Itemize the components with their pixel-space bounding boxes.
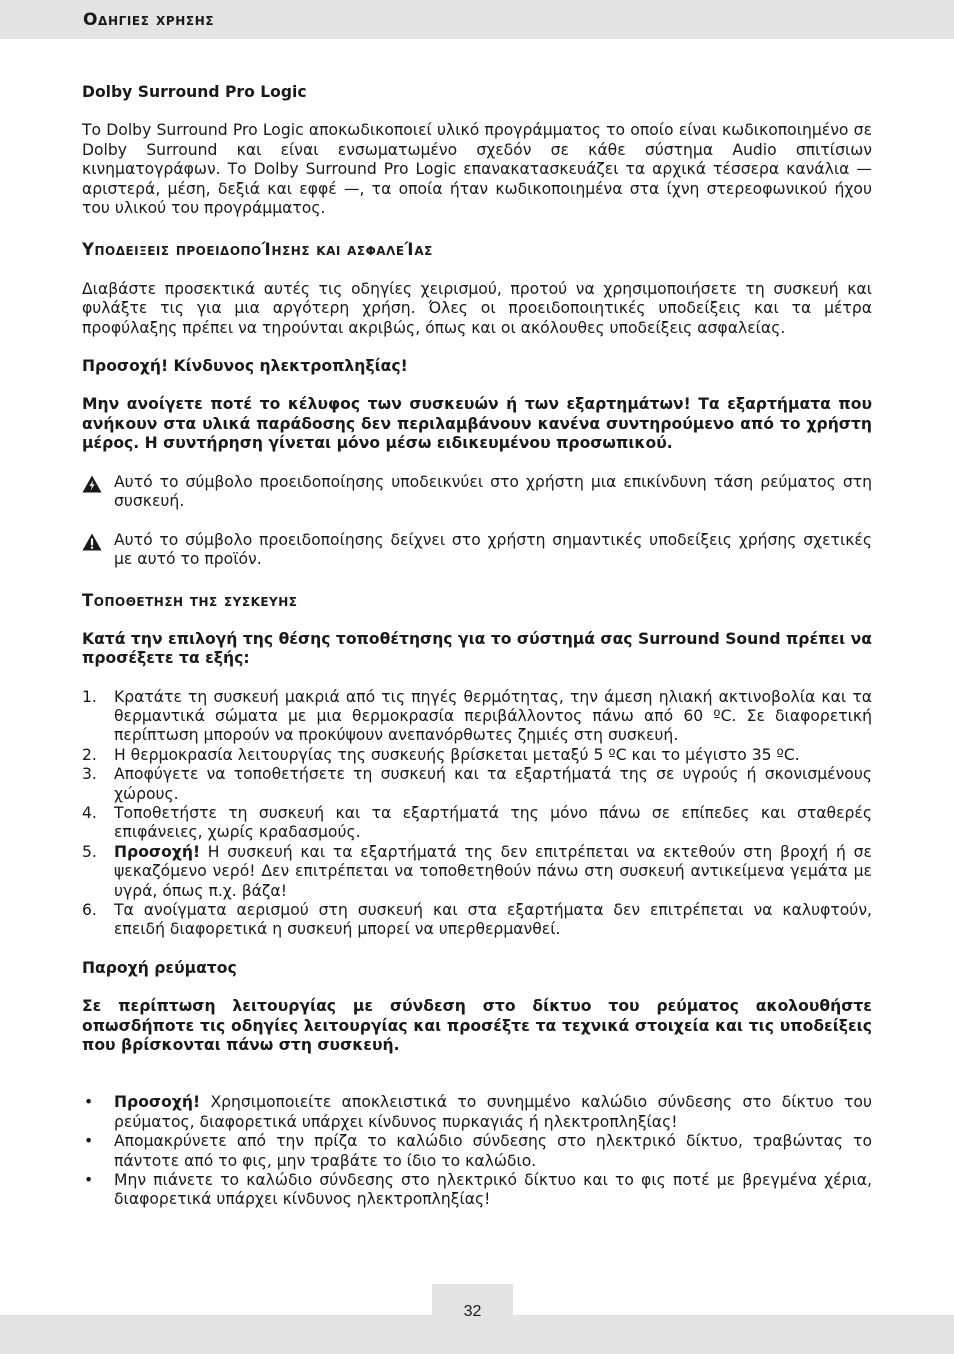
list-item-text: Χρησιμοποιείτε αποκλειστικά το συνημμένο καλώδιο σύνδεσης στο δίκτυο του ρεύματος, διαφορετικά υπάρχει κίνδυνος πυρκαγιάς ή ηλεκτροπληξίας! <box>114 1093 872 1131</box>
list-item <box>82 688 872 746</box>
lightning-warning-icon <box>82 473 114 498</box>
list-item <box>82 1132 872 1171</box>
list-item <box>82 765 872 804</box>
shock-warning-heading: Προσοχή! Κίνδυνος ηλεκτροπληξίας! <box>82 357 408 376</box>
list-item <box>82 746 872 765</box>
list-item-text: Η συσκευή και τα εξαρτήματά της δεν επιτρέπεται να εκτεθούν στη βροχή ή σε ψεκαζόμενο νερό! Δεν επιτρέπεται να τοποθετηθούν πάνω στη συσκευή αντικείμενα γεμάτα με υγρά, όπως π.χ. βάζα! <box>114 842 872 900</box>
exclamation-warning-icon <box>82 531 114 556</box>
list-item-text: Κρατάτε τη συσκευή μακριά από τις πηγές θερμότητας, την άμεση ηλιακή ακτινοβολία και τα θερμαντικά σώματα με μια θερμοκρασία περιβάλλοντος πάνω από 60 ºC. Σε διαφορετική περίπτωση μπορούν να προκύψουν ανεπανόρθωτες ζημιές στη συσκευή. <box>114 687 872 745</box>
dolby-paragraph: Το Dolby Surround Pro Logic αποκωδικοποιεί υλικό προγράμματος το οποίο είναι κωδικοποιημένο σε Dolby Surround και είναι ενσωματωμένο σχεδόν σε κάθε σύστημα Audio σπιτίσιων κινηματογράφων. Το Dolby Surround Pro Logic επανακατασκευάζει τα αρχικά τέσσερα κανάλια — αριστερά, μέση, δεξιά και εφφέ —, τα οποία ήταν κωδικοποιημένα στα ίχνη στερεοφωνικού ήχου του υλικού του προγράμματος. <box>82 121 872 218</box>
placement-section-heading: Τοποθετηση της συσκευης <box>82 591 298 611</box>
bullet-marker: • <box>84 1093 94 1112</box>
shock-warning-paragraph: Μην ανοίγετε ποτέ το κέλυφος των συσκευών ή των εξαρτημάτων! Τα εξαρτήματα που ανήκουν στα υλικά παράδοσης δεν περιλαμβάνουν κανένα συντηρούμενο από το χρήστη μέρος. Η συντήρηση γίνεται μόνο μέσω ειδικευμένου προσωπικού. <box>82 395 872 453</box>
page-number: 32 <box>463 1303 482 1320</box>
list-item-text: Τα ανοίγματα αερισμού στη συσκευή και στα εξαρτήματα δεν επιτρέπεται να καλυφτούν, επειδή διαφορετικά η συσκευή μπορεί να υπερθερμανθεί. <box>114 901 872 939</box>
warning-text: Αυτό το σύμβολο προειδοποίησης δείχνει στο χρήστη σημαντικές υποδείξεις χρήσης σχετικές με αυτό το προϊόν. <box>114 530 872 568</box>
placement-list <box>82 688 872 940</box>
page-content <box>82 83 872 1210</box>
page-header-title: Οδηγιες χρησης <box>83 10 215 30</box>
list-number: 6. <box>82 901 97 919</box>
list-item <box>82 1171 872 1210</box>
placement-subheading: Κατά την επιλογή της θέσης τοποθέτησης για το σύστημά σας Surround Sound πρέπει να προσέξετε τα εξής: <box>82 629 872 668</box>
warning-item-lightning <box>82 473 872 512</box>
power-paragraph: Σε περίπτωση λειτουργίας με σύνδεση στο δίκτυο του ρεύματος ακολουθήστε οπωσδήποτε τις οδηγίες λειτουργίας και προσέξτε τα τεχνικά στοιχεία και τις υποδείξεις που βρίσκονται πάνω στη συσκευή. <box>82 997 872 1055</box>
list-item-text: Μην πιάνετε το καλώδιο σύνδεσης στο ηλεκτρικό δίκτυο και το φις ποτέ με βρεγμένα χέρια, διαφορετικά υπάρχει κίνδυνος ηλεκτροπληξίας! <box>114 1171 872 1209</box>
list-item-text: Τοποθετήστε τη συσκευή και τα εξαρτήματά της μόνο πάνω σε επίπεδες και σταθερές επιφάνειες, χωρίς κραδασμούς. <box>114 803 872 842</box>
list-item-bold-lead: Προσοχή! <box>114 1093 201 1112</box>
safety-section-heading: Υποδειξεις προειδοποΊησης και ασφαλεΊας <box>82 240 433 260</box>
safety-intro-paragraph: Διαβάστε προσεκτικά αυτές τις οδηγίες χειρισμού, προτού να χρησιμοποιήσετε τη συσκευή και φυλάξτε τις για μια αργότερη χρήση. Όλες οι προειδοποιητικές υποδείξεις και τα μέτρα προφύλαξης πρέπει να τηρούνται ακριβώς, όπως και οι ακόλουθες υποδείξεις ασφαλείας. <box>82 279 872 337</box>
list-number: 1. <box>82 687 97 706</box>
bullet-marker: • <box>84 1132 94 1151</box>
list-item <box>82 843 872 901</box>
bullet-marker: • <box>84 1171 94 1190</box>
list-number: 4. <box>82 803 97 822</box>
warning-text: Αυτό το σύμβολο προειδοποίησης υποδεικνύει στο χρήστη μια επικίνδυνη τάση ρεύματος στη συσκευή. <box>114 472 872 511</box>
list-item-text: Αποφύγετε να τοποθετήσετε τη συσκευή και τα εξαρτήματά της σε υγρούς ή σκονισμένους χώρους. <box>114 765 872 803</box>
power-bullet-list <box>82 1093 872 1209</box>
list-item <box>82 1093 872 1132</box>
list-item-text: Απομακρύνετε από την πρίζα το καλώδιο σύνδεσης στο ηλεκτρικό δίκτυο, τραβώντας το πάντοτε από το φις, μην τραβάτε το ίδιο το καλώδιο. <box>114 1132 872 1170</box>
list-item <box>82 901 872 940</box>
list-number: 3. <box>82 765 97 784</box>
list-item-bold-lead: Προσοχή! <box>114 842 201 861</box>
warning-item-exclamation <box>82 531 872 570</box>
list-number: 2. <box>82 745 97 764</box>
list-item-text: Η θερμοκρασία λειτουργίας της συσκευής βρίσκεται μεταξύ 5 ºC και το μέγιστο 35 ºC. <box>114 745 800 764</box>
dolby-heading: Dolby Surround Pro Logic <box>82 83 307 101</box>
list-item <box>82 804 872 843</box>
power-heading: Παροχή ρεύματος <box>82 958 237 977</box>
list-number: 5. <box>82 842 97 861</box>
